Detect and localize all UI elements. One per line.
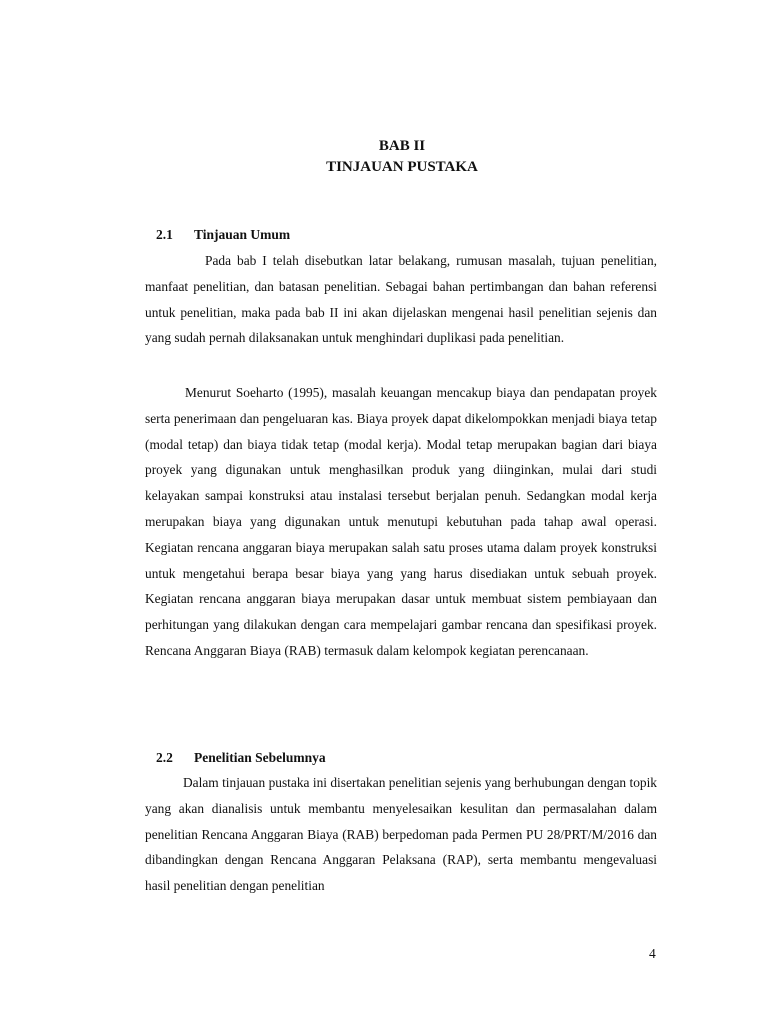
section-title: Tinjauan Umum (194, 227, 291, 242)
chapter-label: BAB II (378, 138, 426, 154)
chapter-title: TINJAUAN PUSTAKA (326, 159, 478, 175)
section-heading-tinjauan-umum (156, 227, 290, 243)
page-number: 4 (649, 946, 656, 961)
section-title: Penelitian Sebelumnya (194, 750, 326, 765)
paragraph: Menurut Soeharto (1995), masalah keuangan mencakup biaya dan pendapatan proyek serta penerimaan dan pengeluaran kas. Biaya proyek dapat dikelompokkan menjadi biaya tetap (modal tetap) dan biaya tidak tetap (modal kerja). Modal tetap merupakan bagian dari biaya proyek yang digunakan untuk menghasilkan produk yang diinginkan, mulai dari studi kelayakan sampai konstruksi atau instalasi tersebut berjalan penuh. Sedangkan modal kerja merupakan biaya yang digunakan untuk menutupi kebutuhan pada tahap awal operasi. Kegiatan rencana anggaran biaya merupakan salah satu proses utama dalam proyek konstruksi untuk mengetahui berapa besar biaya yang yang harus disediakan untuk sebuah proyek. Kegiatan rencana anggaran biaya merupakan dasar untuk membuat sistem pembiayaan dan perhitungan yang dilakukan dengan cara mempelajari gambar rencana dan spesifikasi proyek. Rencana Anggaran Biaya (RAB) termasuk dalam kelompok kegiatan perencanaan. (145, 385, 657, 658)
section-number: 2.1 (156, 227, 173, 242)
paragraph: Dalam tinjauan pustaka ini disertakan penelitian sejenis yang berhubungan dengan topik yang akan dianalisis untuk membantu menyelesaikan kesulitan dan permasalahan dalam penelitian Rencana Anggaran Biaya (RAB) berpedoman pada Permen PU 28/PRT/M/2016 dan dibandingkan dengan Rencana Anggaran Pelaksana (RAP), serta membantu mengevaluasi hasil penelitian dengan penelitian (145, 775, 657, 894)
section-heading-penelitian-sebelumnya (156, 750, 326, 766)
section-number: 2.2 (156, 750, 173, 765)
paragraph: Pada bab I telah disebutkan latar belakang, rumusan masalah, tujuan penelitian, manfaat penelitian, dan batasan penelitian. Sebagai bahan pertimbangan dan bahan referensi untuk penelitian, maka pada bab II ini akan dijelaskan mengenai hasil penelitian sejenis dan yang sudah pernah dilaksanakan untuk menghindari duplikasi pada penelitian. (145, 253, 657, 346)
